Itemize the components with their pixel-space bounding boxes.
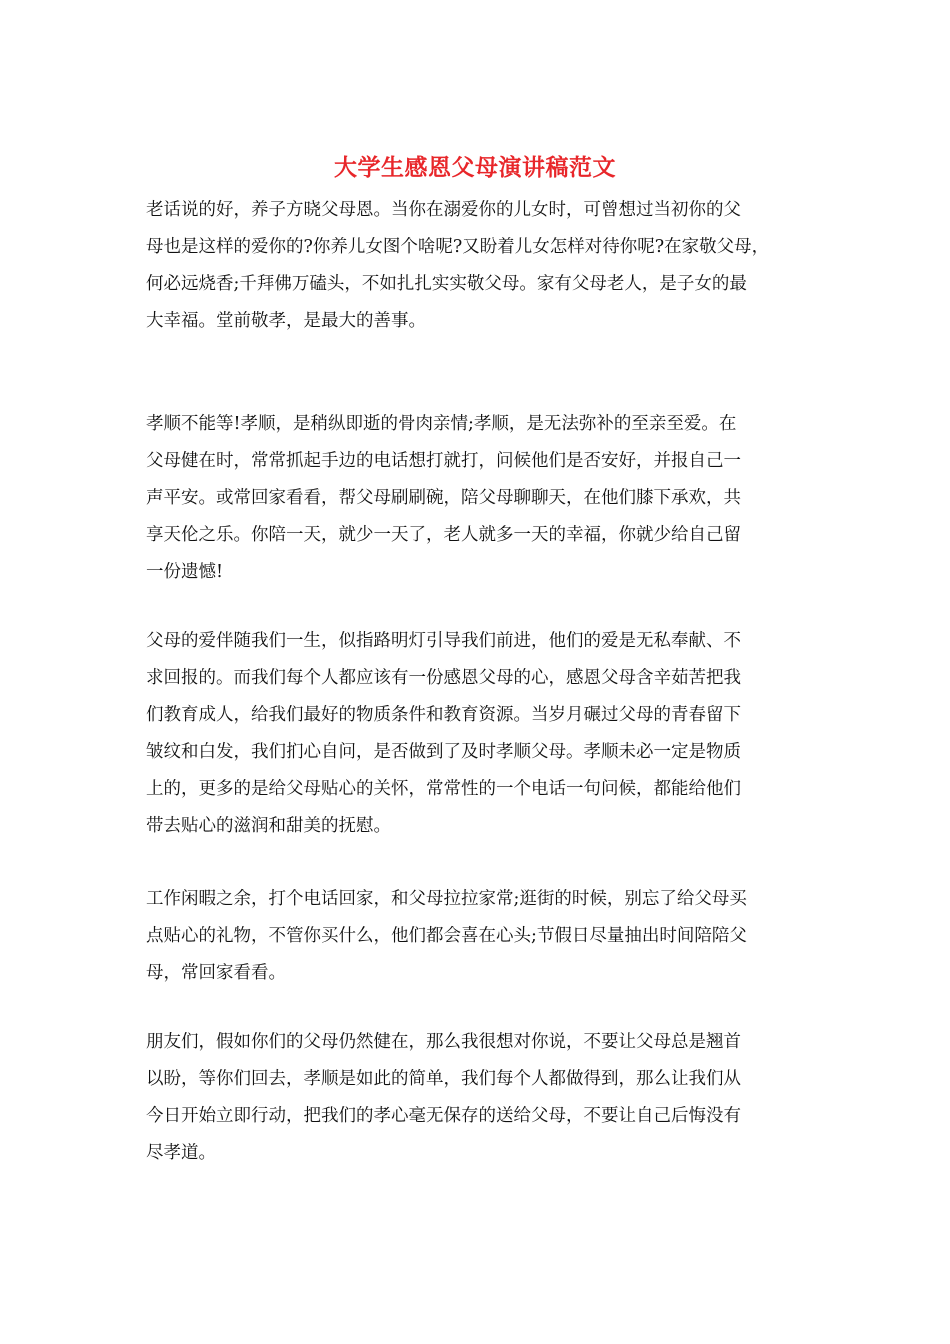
paragraph-line: 以盼，等你们回去，孝顺是如此的简单，我们每个人都做得到，那么让我们从	[146, 1069, 741, 1089]
paragraph-line: 今日开始立即行动，把我们的孝心毫无保存的送给父母，不要让自己后悔没有	[146, 1106, 741, 1126]
paragraph-line: 声平安。或常回家看看，帮父母刷刷碗，陪父母聊聊天，在他们膝下承欢，共	[146, 488, 741, 508]
paragraph-line: 工作闲暇之余，打个电话回家，和父母拉拉家常;逛街的时候，别忘了给父母买	[146, 889, 747, 909]
paragraph-line: 母，常回家看看。	[146, 963, 286, 983]
paragraph-line: 何必远烧香;千拜佛万磕头，不如扎扎实实敬父母。家有父母老人，是子女的最	[146, 274, 747, 294]
paragraph-line: 享天伦之乐。你陪一天，就少一天了，老人就多一天的幸福，你就少给自己留	[146, 525, 741, 545]
paragraph-3	[146, 623, 816, 845]
paragraph-line: 点贴心的礼物，不管你买什么，他们都会喜在心头;节假日尽量抽出时间陪陪父	[146, 926, 747, 946]
paragraph-line: 朋友们，假如你们的父母仍然健在，那么我很想对你说，不要让父母总是翘首	[146, 1032, 741, 1052]
paragraph-line: 带去贴心的滋润和甜美的抚慰。	[146, 816, 391, 836]
paragraph-line: 老话说的好，养子方晓父母恩。当你在溺爱你的儿女时，可曾想过当初你的父	[146, 200, 741, 220]
paragraph-line: 大幸福。堂前敬孝，是最大的善事。	[146, 311, 426, 331]
paragraph-line: 父母的爱伴随我们一生，似指路明灯引导我们前进，他们的爱是无私奉献、不	[146, 631, 741, 651]
paragraph-line: 尽孝道。	[146, 1143, 216, 1163]
paragraph-1	[146, 192, 816, 340]
paragraph-line: 皱纹和白发，我们扪心自问，是否做到了及时孝顺父母。孝顺未必一定是物质	[146, 742, 741, 762]
paragraph-line: 母也是这样的爱你的?你养儿女图个啥呢?又盼着儿女怎样对待你呢?在家敬父母，	[146, 237, 770, 257]
paragraph-line: 上的，更多的是给父母贴心的关怀，常常性的一个电话一句问候，都能给他们	[146, 779, 741, 799]
paragraph-5	[146, 1024, 816, 1172]
paragraph-4	[146, 881, 816, 992]
page-title: 大学生感恩父母演讲稿范文	[334, 154, 616, 181]
paragraph-line: 求回报的。而我们每个人都应该有一份感恩父母的心，感恩父母含辛茹苦把我	[146, 668, 741, 688]
paragraph-line: 一份遗憾!	[146, 562, 224, 582]
paragraph-line: 孝顺不能等!孝顺，是稍纵即逝的骨肉亲情;孝顺，是无法弥补的至亲至爱。在	[146, 414, 737, 434]
paragraph-line: 父母健在时，常常抓起手边的电话想打就打，问候他们是否安好，并报自己一	[146, 451, 741, 471]
paragraph-line: 们教育成人，给我们最好的物质条件和教育资源。当岁月碾过父母的青春留下	[146, 705, 741, 725]
paragraph-2	[146, 406, 816, 591]
